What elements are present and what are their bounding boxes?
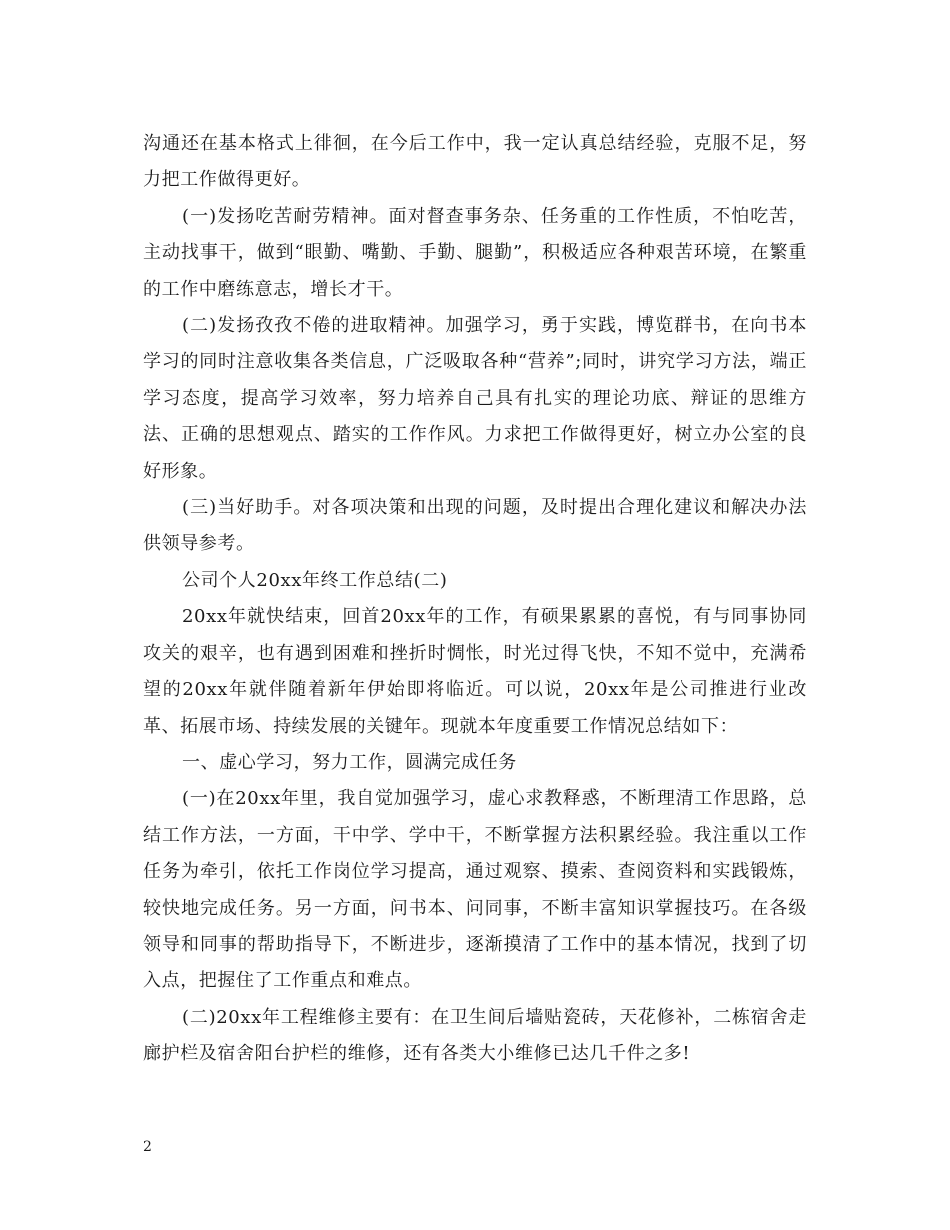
page-number: 2 (143, 1139, 152, 1155)
paragraph: (二)20xx年工程维修主要有：在卫生间后墙贴瓷砖，天花修补，二栋宿舍走廊护栏及宿舍阳台护栏的维修，还有各类大小维修已达几千件之多! (143, 1006, 807, 1065)
paragraph: (一)在20xx年里，我自觉加强学习，虚心求教释惑，不断理清工作思路，总结工作方法，一方面，干中学、学中干，不断掌握方法积累经验。我注重以工作任务为牵引，依托工作岗位学习提高，通过观察、摸索、查阅资料和实践锻炼，较快地完成任务。另一方面，问书本、问同事，不断丰富知识掌握技巧。在各级领导和同事的帮助指导下，不断进步，逐渐摸清了工作中的基本情况，找到了切入点，把握住了工作重点和难点。 (143, 788, 807, 992)
paragraph: (二)发扬孜孜不倦的进取精神。加强学习，勇于实践，博览群书，在向书本学习的同时注意收集各类信息，广泛吸取各种“营养”;同时，讲究学习方法，端正学习态度，提高学习效率，努力培养自己具有扎实的理论功底、辩证的思维方法、正确的思想观点、踏实的工作作风。力求把工作做得更好，树立办公室的良好形象。 (143, 315, 807, 482)
subsection-heading: 一、虚心学习，努力工作，圆满完成任务 (182, 751, 517, 773)
paragraph: (三)当好助手。对各项决策和出现的问题，及时提出合理化建议和解决办法供领导参考。 (143, 497, 807, 555)
document-body (143, 126, 807, 1073)
paragraph: 20xx年就快结束，回首20xx年的工作，有硕果累累的喜悦，有与同事协同攻关的艰辛，也有遇到困难和挫折时惆怅，时光过得飞快，不知不觉中，充满希望的20xx年就伴随着新年伊始即将临近。可以说，20xx年是公司推进行业改革、拓展市场、持续发展的关键年。现就本年度重要工作情况总结如下： (143, 606, 807, 737)
paragraph: (一)发扬吃苦耐劳精神。面对督查事务杂、任务重的工作性质，不怕吃苦，主动找事干，做到“眼勤、嘴勤、手勤、腿勤”，积极适应各种艰苦环境，在繁重的工作中磨练意志，增长才干。 (143, 205, 807, 300)
paragraph: 沟通还在基本格式上徘徊，在今后工作中，我一定认真总结经验，克服不足，努力把工作做得更好。 (143, 133, 807, 191)
section-heading: 公司个人20xx年终工作总结(二) (182, 569, 448, 591)
